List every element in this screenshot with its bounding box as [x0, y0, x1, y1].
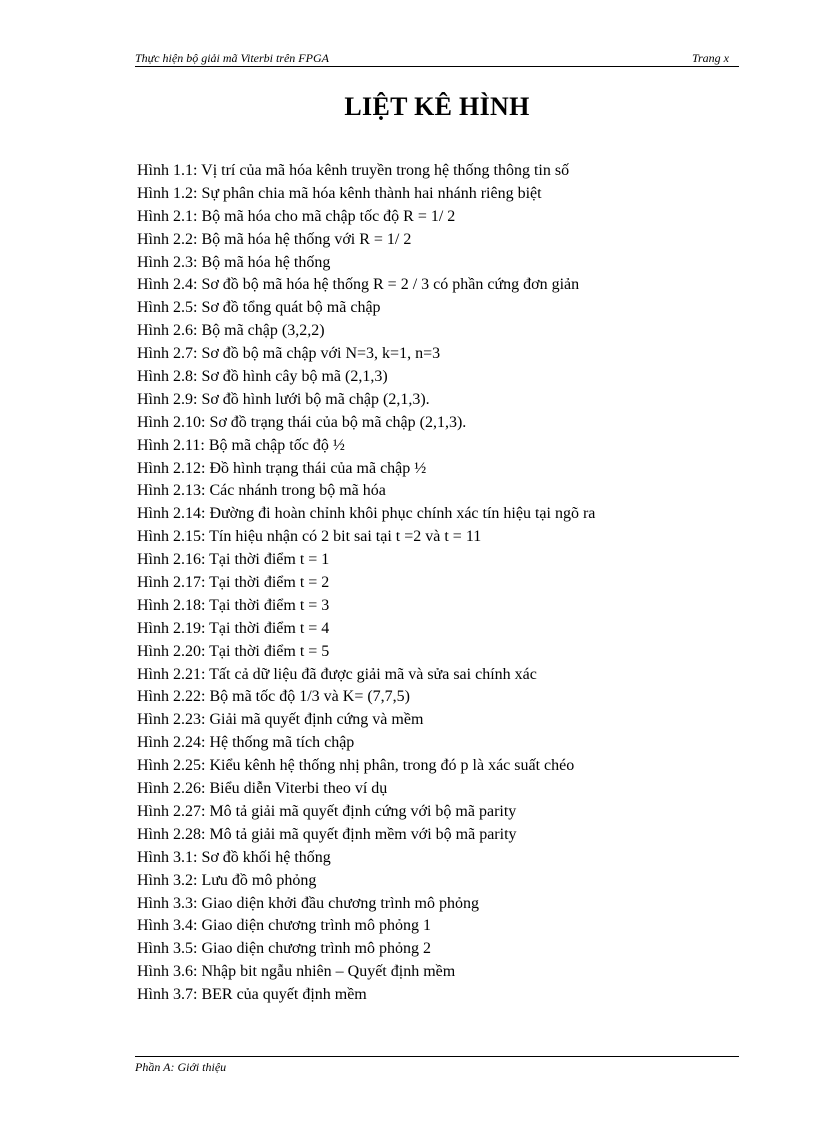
figure-list-item: Hình 1.2: Sự phân chia mã hóa kênh thành hai nhánh riêng biệt [137, 184, 542, 202]
figure-list-item: Hình 2.27: Mô tả giải mã quyết định cứng với bộ mã parity [137, 802, 517, 820]
figure-list-item: Hình 2.25: Kiểu kênh hệ thống nhị phân, trong đó p là xác suất chéo [137, 757, 575, 775]
figure-list-item: Hình 2.24: Hệ thống mã tích chập [137, 734, 355, 752]
figure-list-item: Hình 2.9: Sơ đồ hình lưới bộ mã chập (2,1,3). [137, 390, 430, 408]
figure-list-item: Hình 3.4: Giao diện chương trình mô phỏng 1 [137, 917, 431, 935]
figure-list-item: Hình 3.5: Giao diện chương trình mô phỏng 2 [137, 940, 431, 958]
figure-list-item: Hình 2.6: Bộ mã chập (3,2,2) [137, 322, 325, 340]
figure-list-item: Hình 2.19: Tại thời điểm t = 4 [137, 619, 330, 637]
figure-list-item: Hình 2.14: Đường đi hoàn chỉnh khôi phục chính xác tín hiệu tại ngõ ra [137, 505, 596, 523]
figure-list-item: Hình 3.6: Nhập bit ngẫu nhiên – Quyết định mềm [137, 963, 456, 981]
figure-list-item: Hình 2.18: Tại thời điểm t = 3 [137, 596, 330, 614]
figure-list-item: Hình 2.26: Biểu diễn Viterbi theo ví dụ [137, 780, 388, 798]
page-title: LIỆT KÊ HÌNH [344, 92, 530, 121]
figure-list-item: Hình 2.12: Đồ hình trạng thái của mã chập ½ [137, 459, 427, 477]
figure-list-item: Hình 2.5: Sơ đồ tổng quát bộ mã chập [137, 299, 381, 317]
section-label: Phần A: Giới thiệu [135, 1060, 227, 1074]
figure-list-item: Hình 1.1: Vị trí của mã hóa kênh truyền trong hệ thống thông tin số [137, 162, 570, 179]
figure-list-item: Hình 2.3: Bộ mã hóa hệ thống [137, 253, 331, 271]
figure-list-item: Hình 2.7: Sơ đồ bộ mã chập với N=3, k=1, n=3 [137, 345, 441, 363]
figure-list-item: Hình 2.1: Bộ mã hóa cho mã chập tốc độ R = 1/ 2 [137, 207, 456, 225]
figure-list-item: Hình 3.3: Giao diện khởi đầu chương trình mô phỏng [137, 894, 479, 912]
page-footer [135, 1056, 739, 1075]
figure-list-item: Hình 2.13: Các nhánh trong bộ mã hóa [137, 482, 386, 500]
figure-list-item: Hình 2.16: Tại thời điểm t = 1 [137, 551, 330, 569]
figure-list-item: Hình 2.20: Tại thời điểm t = 5 [137, 642, 330, 660]
figure-list-item: Hình 2.10: Sơ đồ trạng thái của bộ mã chập (2,1,3). [137, 413, 467, 431]
figure-list-item: Hình 2.22: Bộ mã tốc độ 1/3 và K= (7,7,5) [137, 688, 410, 706]
page-header [135, 50, 739, 67]
figure-list-item: Hình 2.21: Tất cả dữ liệu đã được giải mã và sửa sai chính xác [137, 665, 537, 683]
figure-list-item: Hình 2.11: Bộ mã chập tốc độ ½ [137, 436, 345, 454]
figure-list-item: Hình 3.1: Sơ đồ khối hệ thống [137, 848, 331, 866]
page-number: Trang x [691, 51, 729, 65]
figure-list-item: Hình 2.15: Tín hiệu nhận có 2 bit sai tại t =2 và t = 11 [137, 528, 482, 546]
figure-list-item: Hình 2.2: Bộ mã hóa hệ thống với R = 1/ 2 [137, 230, 412, 248]
figure-list-item: Hình 2.17: Tại thời điểm t = 2 [137, 574, 330, 592]
figure-list-item: Hình 2.4: Sơ đồ bộ mã hóa hệ thống R = 2 / 3 có phần cứng đơn giản [137, 276, 580, 294]
figure-list-item: Hình 3.2: Lưu đồ mô phỏng [137, 871, 317, 889]
figure-list-item: Hình 3.7: BER của quyết định mềm [137, 986, 367, 1004]
figure-list [137, 160, 737, 1007]
document-title: Thực hiện bộ giải mã Viterbi trên FPGA [135, 51, 329, 65]
figure-list-item: Hình 2.23: Giải mã quyết định cứng và mềm [137, 711, 424, 729]
figure-list-item: Hình 2.28: Mô tả giải mã quyết định mềm với bộ mã parity [137, 825, 517, 843]
figure-list-item: Hình 2.8: Sơ đồ hình cây bộ mã (2,1,3) [137, 368, 388, 386]
